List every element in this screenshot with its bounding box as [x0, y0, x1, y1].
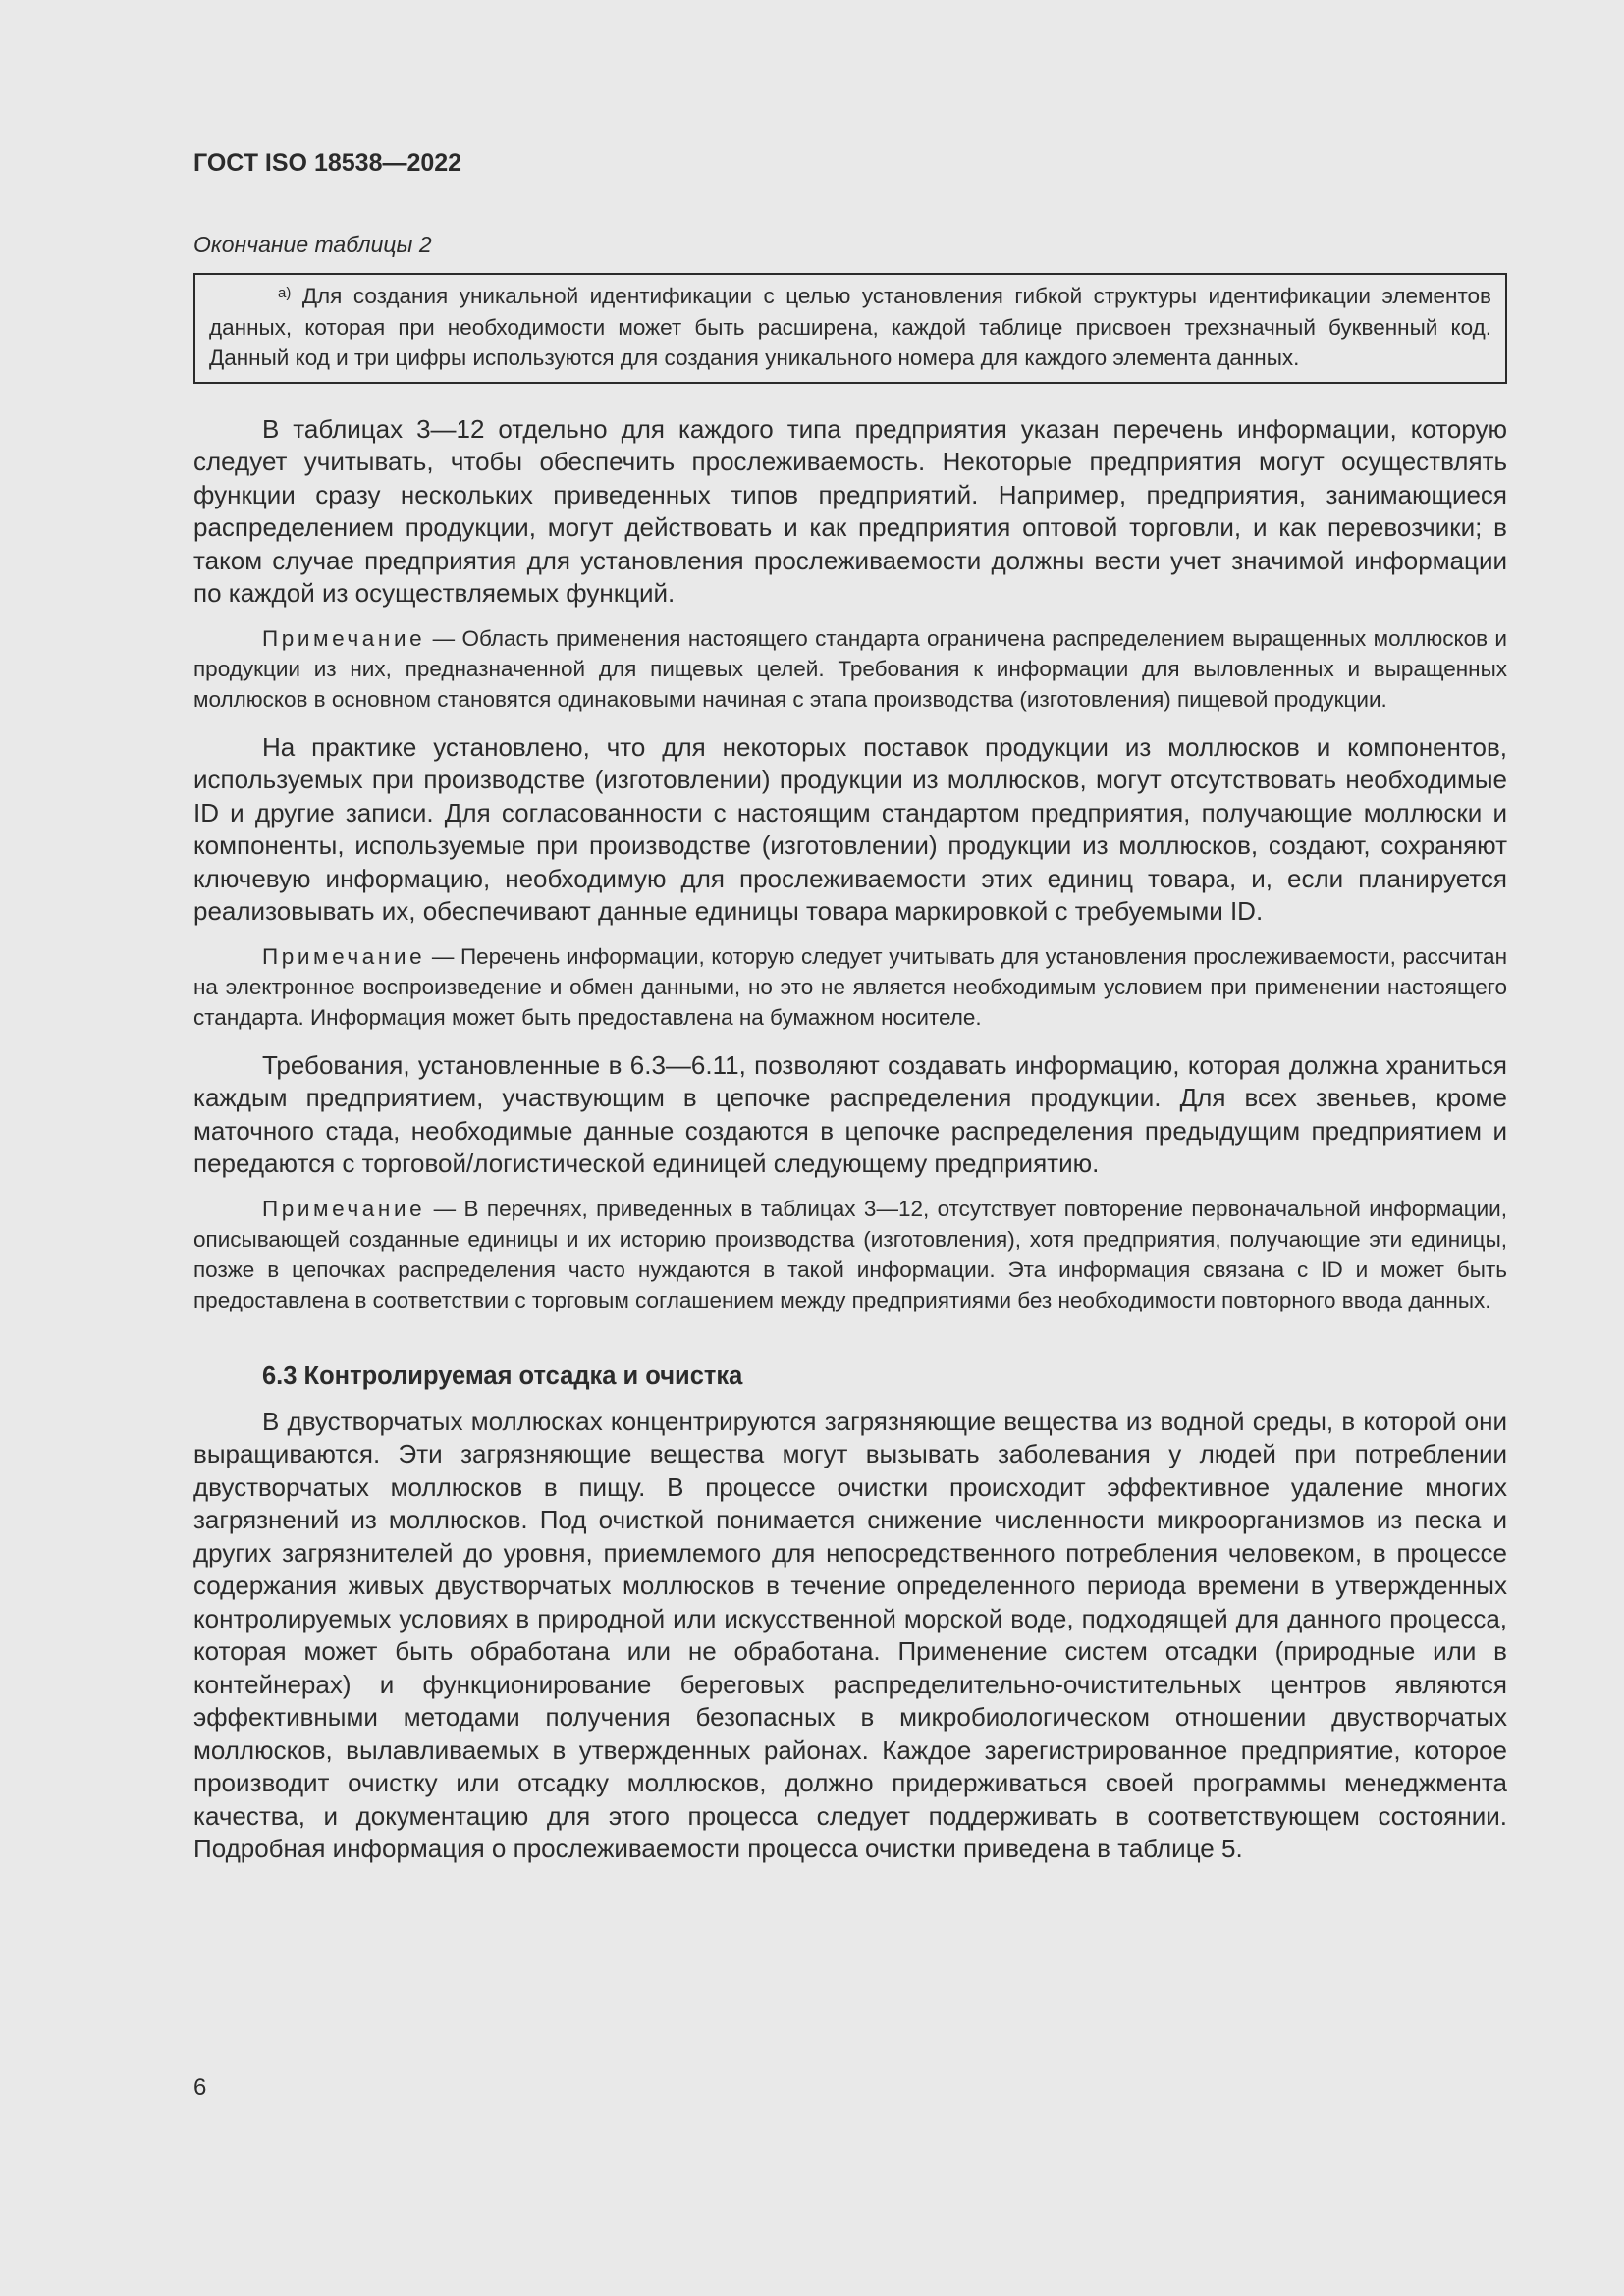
- note-text: — В перечнях, приведенных в таблицах 3—12, отсутствует повторение первоначальной информации, описывающей созданные единицы и их историю производства (изготовления), хотя предприятия, получающие эти единицы, позже в цепочках распределения часто нуждаются в такой информации. Эта информация связана с ID и может быть предоставлена в соответствии с торговым соглашением между предприятиями без необходимости повторного ввода данных.: [193, 1196, 1507, 1312]
- table-footnote: [193, 273, 1507, 384]
- document-page: [193, 145, 1507, 1866]
- note-lists: [193, 1194, 1507, 1315]
- note-information-list: [193, 941, 1507, 1033]
- note-label: Примечание: [262, 943, 426, 969]
- note-label: Примечание: [262, 1196, 426, 1221]
- section-heading: 6.3 Контролируемая отсадка и очистка: [262, 1362, 743, 1390]
- table-continuation-caption: Окончание таблицы 2: [193, 232, 432, 257]
- note-label: Примечание: [262, 625, 426, 651]
- paragraph-practice: На практике установлено, что для некоторых поставок продукции из моллюсков и компонентов, используемых при производстве (изготовлении) продукции из моллюсков, могут отсутствовать необходимые ID и другие записи. Для согласованности с настоящим стандартом предприятия, получающие моллюски и компоненты, используемые при производстве (изготовлении) продукции из моллюсков, создают, сохраняют ключевую информацию, необходимую для прослеживаемости этих единиц товара, и, если планируется реализовывать их, обеспечивают данные единицы товара маркировкой с требуемыми ID.: [193, 731, 1507, 926]
- note-scope: [193, 623, 1507, 715]
- footnote-marker: а): [278, 285, 292, 301]
- footnote-text: Для создания уникальной идентификации с целью установления гибкой структуры идентификации элементов данных, которая при необходимости может быть расширена, каждой таблице присвоен трехзначный буквенный код. Данный код и три цифры используются для создания уникального номера для каждого элемента данных.: [209, 284, 1491, 370]
- paragraph-depuration: В двустворчатых моллюсках концентрируются загрязняющие вещества из водной среды, в которой они выращиваются. Эти загрязняющие вещества могут вызывать заболевания у людей при потреблении двустворчатых моллюсков в пищу. В процессе очистки происходит эффективное удаление многих загрязнений из моллюсков. Под очисткой понимается снижение численности микроорганизмов из песка и других загрязнителей до уровня, приемлемого для непосредственного потребления человеком, в процессе содержания живых двустворчатых моллюсков в течение определенного периода времени в утвержденных контролируемых условиях в природной или искусственной морской воде, подходящей для данного процесса, которая может быть обработана или не обработана. Применение систем отсадки (природные или в контейнерах) и функционирование береговых распределительно-очистительных центров являются эффективными методами получения безопасных в микробиологическом отношении двустворчатых моллюсков, вылавливаемых в утвержденных районах. Каждое зарегистрированное предприятие, которое производит очистку или отсадку моллюсков, должно придерживаться своей программы менеджмента качества, и документацию для этого процесса следует поддерживать в соответствующем состоянии. Подробная информация о прослеживаемости процесса очистки приведена в таблице 5.: [193, 1406, 1507, 1863]
- note-text: — Перечень информации, которую следует учитывать для установления прослеживаемости, рассчитан на электронное воспроизведение и обмен данными, но это не является необходимым условием при применении настоящего стандарта. Информация может быть предоставлена на бумажном носителе.: [193, 943, 1507, 1030]
- paragraph-requirements: Требования, установленные в 6.3—6.11, позволяют создавать информацию, которая должна храниться каждым предприятием, участвующим в цепочке распределения продукции. Для всех звеньев, кроме маточного стада, необходимые данные создаются в цепочке распределения предыдущим предприятием и передаются с торговой/логистической единицей следующему предприятию.: [193, 1049, 1507, 1178]
- note-text: — Область применения настоящего стандарта ограничена распределением выращенных моллюсков и продукции из них, предназначенной для пищевых целей. Требования к информации для выловленных и выращенных моллюсков в основном становятся одинаковыми начиная с этапа производства (изготовления) пищевой продукции.: [193, 625, 1507, 712]
- document-header: ГОСТ ISO 18538—2022: [193, 149, 462, 177]
- paragraph-tables-overview: В таблицах 3—12 отдельно для каждого типа предприятия указан перечень информации, которую следует учитывать, чтобы обеспечить прослеживаемость. Некоторые предприятия могут осуществлять функции сразу нескольких приведенных типов предприятий. Например, предприятия, занимающиеся распределением продукции, могут действовать и как предприятия оптовой торговли, и как перевозчики; в таком случае предприятия для установления прослеживаемости должны вести учет значимой информации по каждой из осуществляемых функций.: [193, 413, 1507, 608]
- page-number: 6: [193, 2074, 207, 2101]
